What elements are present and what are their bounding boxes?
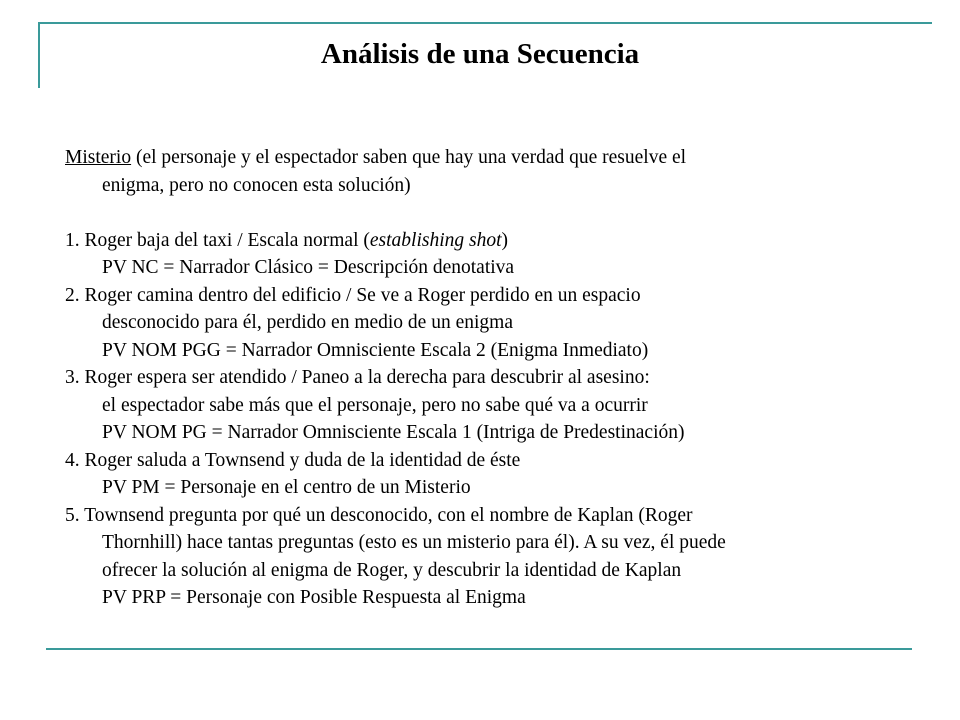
spacer: [65, 199, 935, 227]
item-1-pv: PV NC = Narrador Clásico = Descripción denotativa: [102, 257, 515, 278]
item-2-pv: PV NOM PGG = Narrador Omnisciente Escala 2 (Enigma Inmediato): [102, 339, 649, 361]
intro-text-1: (el personaje y el espectador saben que hay una verdad que resuelve el: [131, 147, 687, 168]
intro-line-1: [65, 144, 935, 172]
item-1-italic-term: establishing shot: [369, 229, 502, 251]
top-rule: [40, 22, 932, 24]
item-4-line-1: 4. Roger saluda a Townsend y duda de la identidad de éste: [65, 449, 521, 471]
page-title: Análisis de una Secuencia: [320, 38, 640, 70]
item-1-text-before: 1. Roger baja del taxi / Escala normal (: [65, 229, 370, 251]
item-5-line-2: Thornhill) hace tantas preguntas (esto es un misterio para él). A su vez, él puede: [102, 532, 726, 553]
item-3-pv: PV NOM PG = Narrador Omnisciente Escala 1 (Intriga de Predestinación): [102, 422, 685, 443]
item-3-line-1: 3. Roger espera ser atendido / Paneo a la derecha para descubrir al asesino:: [65, 367, 650, 388]
item-2-line-1: 2. Roger camina dentro del edificio / Se ve a Roger perdido en un espacio: [65, 284, 641, 306]
item-3-line-2: el espectador sabe más que el personaje, pero no sabe qué va a ocurrir: [102, 394, 648, 416]
item-2-line-2: desconocido para él, perdido en medio de un enigma: [102, 312, 513, 333]
item-1-line-1: [65, 227, 935, 255]
item-5-pv: PV PRP = Personaje con Posible Respuesta al Enigma: [102, 587, 526, 608]
item-1-text-after: ): [501, 229, 508, 251]
item-4-pv: PV PM = Personaje en el centro de un Misterio: [102, 477, 471, 498]
bottom-rule: [46, 648, 912, 650]
intro-term: Misterio: [65, 147, 132, 168]
item-5-line-1: 5. Townsend pregunta por qué un desconocido, con el nombre de Kaplan (Roger: [65, 504, 693, 526]
item-5-line-3: ofrecer la solución al enigma de Roger, y descubrir la identidad de Kaplan: [102, 559, 682, 581]
intro-line-2: enigma, pero no conocen esta solución): [102, 174, 411, 196]
slide-body: [65, 144, 935, 612]
